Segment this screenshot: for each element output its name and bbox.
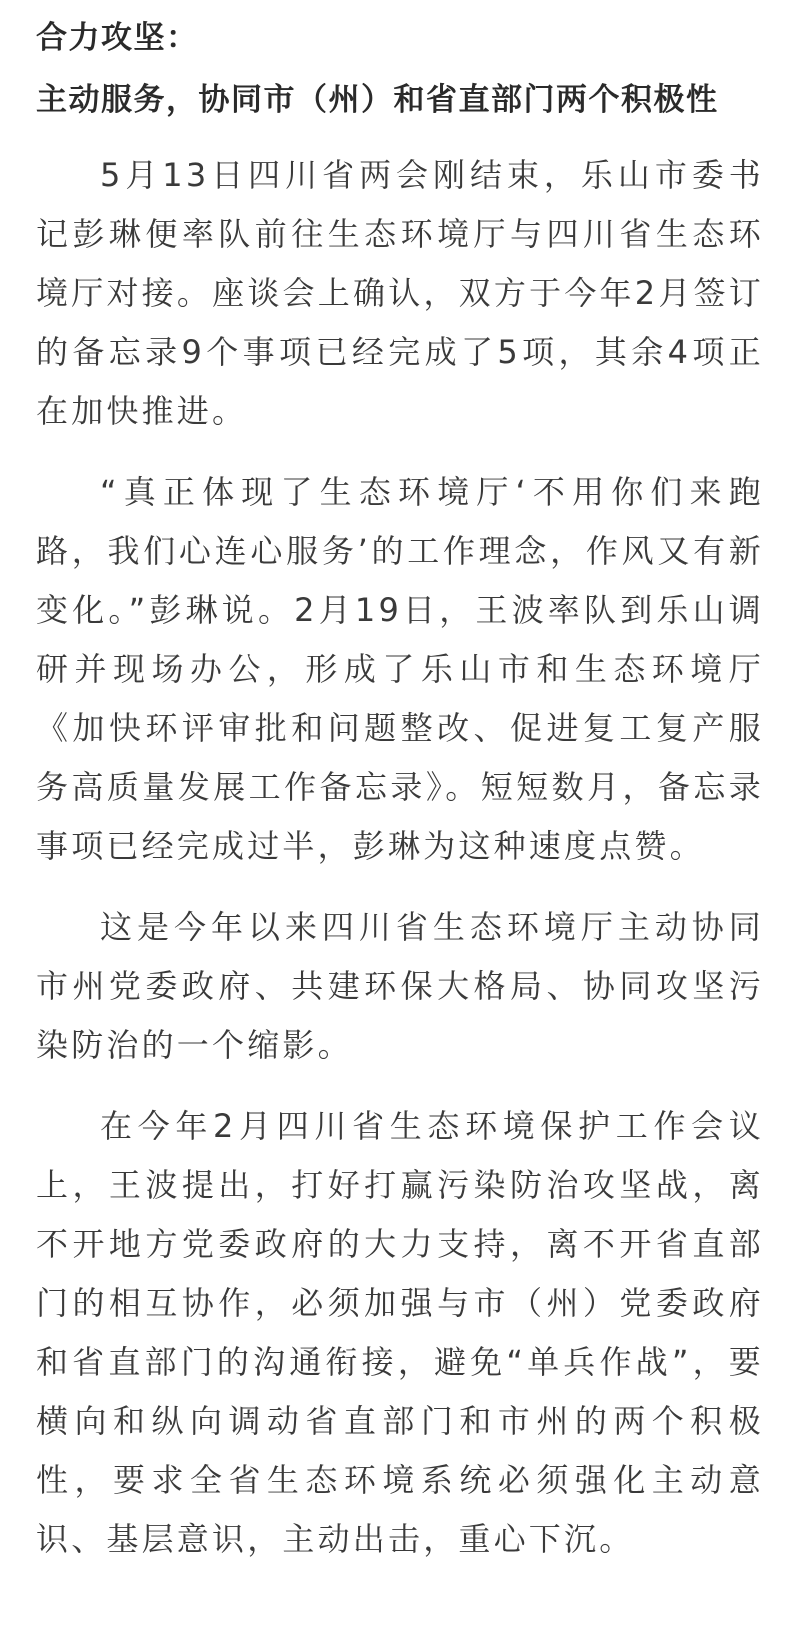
paragraph-4: 在今年2月四川省生态环境保护工作会议上，王波提出，打好打赢污染防治攻坚战，离不开地方党委政府的大力支持，离不开省直部门的相互协作，必须加强与市（州）党委政府和省直部门的沟通衔接，避免“单兵作战”，要横向和纵向调动省直部门和市州的两个积极性，要求全省生态环境系统必须强化主动意识、基层意识，主动出击，重心下沉。 — [36, 1107, 764, 1558]
paragraph-3: 这是今年以来四川省生态环境厅主动协同市州党委政府、共建环保大格局、协同攻坚污染防治的一个缩影。 — [36, 908, 764, 1064]
section-subtitle: 主动服务，协同市（州）和省直部门两个积极性 — [36, 82, 719, 118]
paragraph-2: “真正体现了生态环境厅‘不用你们来跑路，我们心连心服务’的工作理念，作风又有新变化。”彭琳说。2月19日，王波率队到乐山调研并现场办公，形成了乐山市和生态环境厅《加快环评审批和问题整改、促进复工复产服务高质量发展工作备忘录》。短短数月，备忘录事项已经完成过半，彭琳为这种速度点赞。 — [36, 473, 764, 865]
section-title: 合力攻坚： — [36, 20, 199, 56]
paragraph-1: 5月13日四川省两会刚结束，乐山市委书记彭琳便率队前往生态环境厅与四川省生态环境厅对接。座谈会上确认，双方于今年2月签订的备忘录9个事项已经完成了5项，其余4项正在加快推进。 — [36, 156, 764, 430]
